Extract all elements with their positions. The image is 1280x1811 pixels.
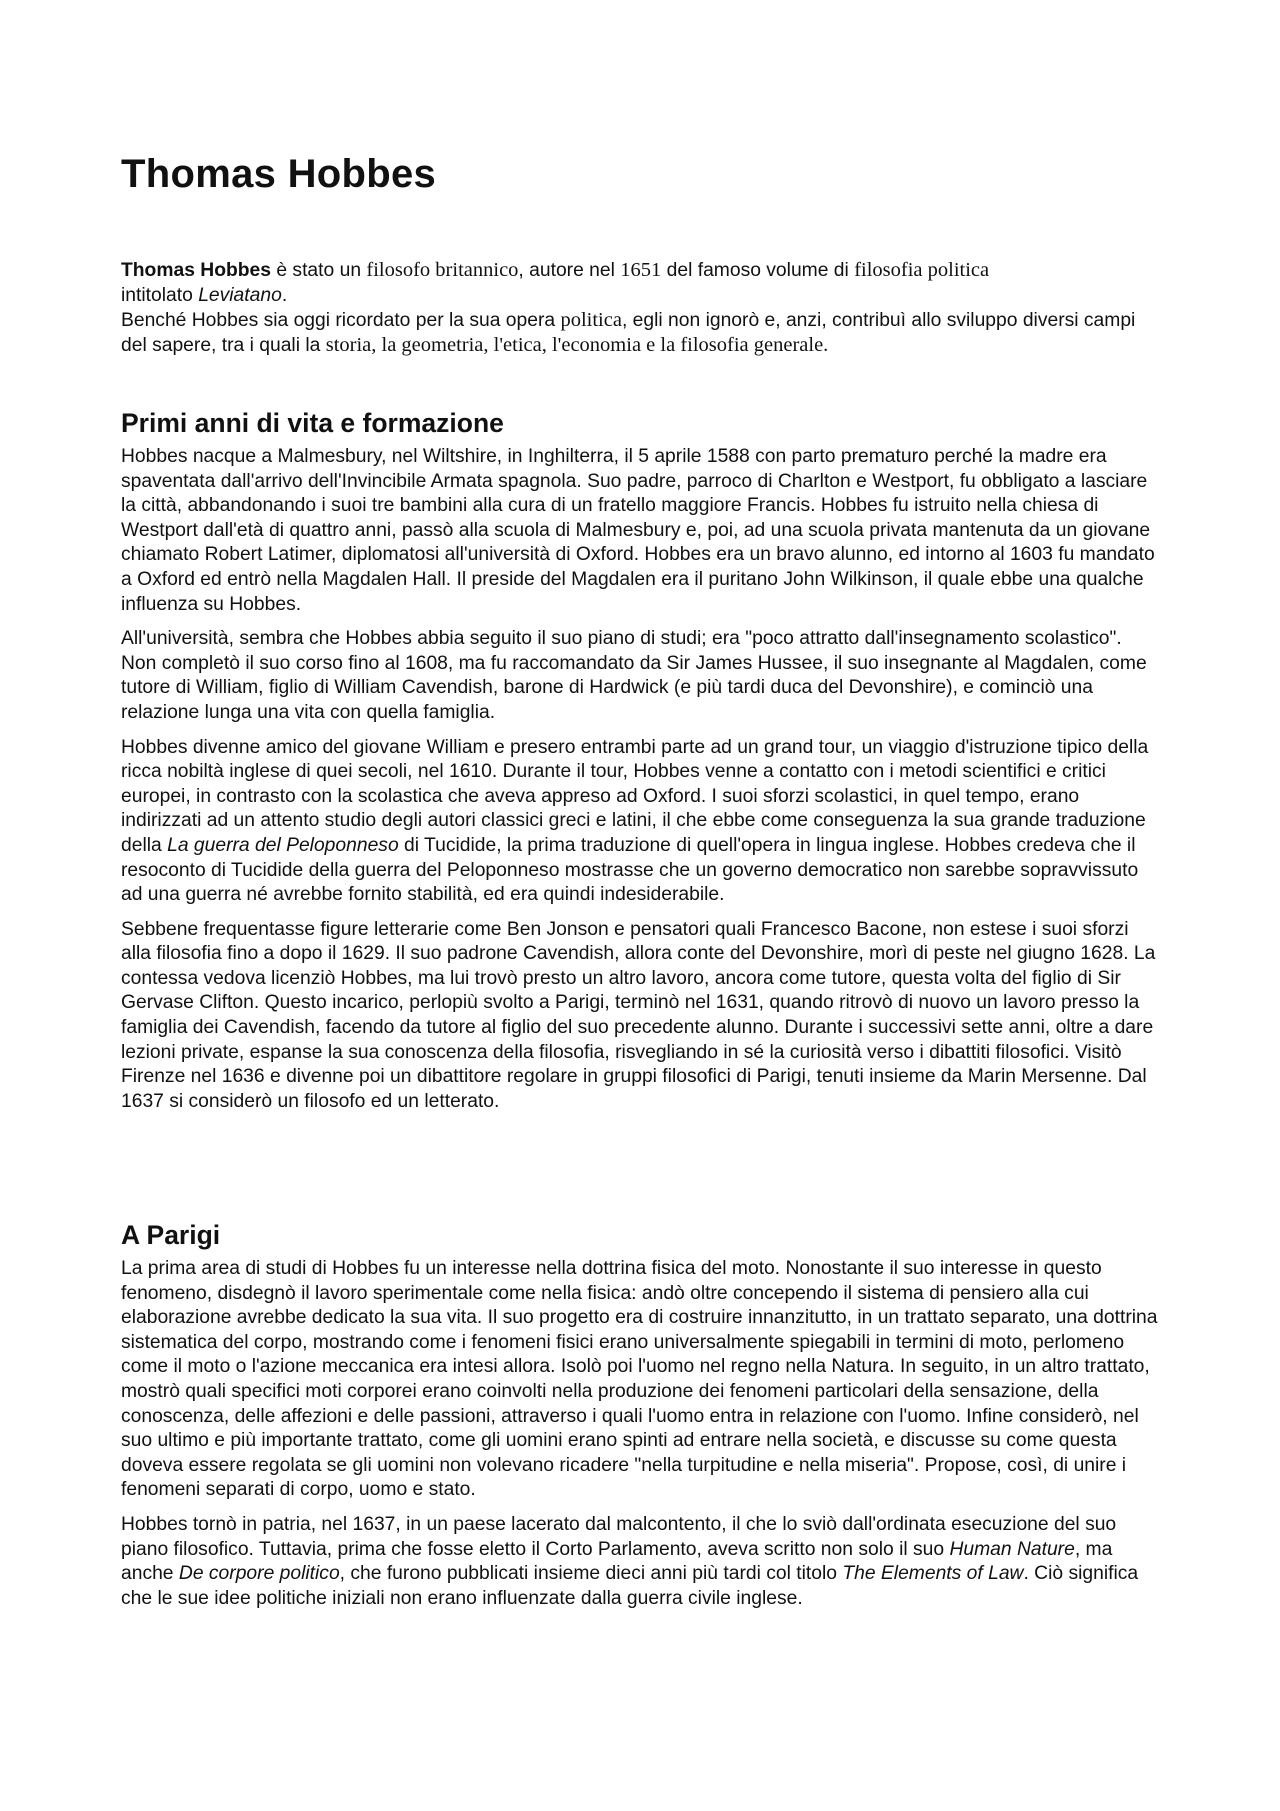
paragraph: Hobbes divenne amico del giovane William e presero entrambi parte ad un grand tour, un viaggio d'istruzione tipico della ricca nobiltà inglese di quei secoli, nel 1610. Durante il tour, Hobbes venne a contatto con i metodi scientifici e critici europei, in contrasto con la scolastica che aveva appreso ad Oxford. I suoi sforzi scolastici, in quel tempo, erano indirizzati ad un attento studio degli autori classici greci e latini, il che ebbe come conseguenza la sua grande traduzione della La guerra del Peloponneso di Tucidide, la prima traduzione di quell'opera in lingua inglese. Hobbes credeva che il resoconto di Tucidide della guerra del Peloponneso mostrasse che un governo democratico non sarebbe sopravvissuto ad una guerra né avrebbe fornito stabilità, ed era quindi indesiderabile. [121, 736, 1149, 906]
paragraph: Hobbes tornò in patria, nel 1637, in un paese lacerato dal malcontento, il che lo sviò dall'ordinata esecuzione del suo piano filosofico. Tuttavia, prima che fosse eletto il Corto Parlamento, aveva scritto non solo il suo Human Nature, ma anche De corpore politico, che furono pubblicati insieme dieci anni più tardi col titolo The Elements of Law. Ciò significa che le sue idee politiche iniziali non erano influenzate dalla guerra civile inglese. [121, 1513, 1139, 1609]
link-text[interactable]: filosofo britannico [366, 259, 519, 281]
paragraph: La prima area di studi di Hobbes fu un interesse nella dottrina fisica del moto. Nonostante il suo interesse in questo fenomeno, disdegnò il lavoro sperimentale come nella fisica: andò oltre concependo il sistema di pensiero alla cui elaborazione avrebbe dedicato la sua vita. Il suo progetto era di costruire innanzitutto, in un trattato separato, una dottrina sistematica del corpo, mostrando come i fenomeni fisici erano universalmente spiegabili in termini di moto, perlomeno come il moto o l'azione meccanica era intesi allora. Isolò poi l'uomo nel regno nella Natura. In seguito, in un altro trattato, mostrò quali specifici moti corporei erano coinvolti nella produzione dei fenomeni particolari della sensazione, della conoscenza, delle affezioni e delle passioni, attraverso i quali l'uomo entra in relazione con l'uomo. Infine considerò, nel suo ultimo e più importante trattato, come gli uomini erano spinti ad entrare nella società, e discusse su come questa doveva essere regolata se gli uomini non volevano ricadere "nella turpitudine e nella miseria". Propose, così, di unire i fenomeni separati di corpo, uomo e stato. [121, 1258, 1158, 1501]
book-title: Leviatano [198, 285, 282, 306]
intro-paragraph-1: Thomas Hobbes è stato un filosofo britannico, autore nel 1651 del famoso volume di filosofia politica intitolato Leviatano. [121, 259, 990, 306]
book-title: The Elements of Law [842, 1563, 1024, 1585]
section-early-life [121, 407, 1161, 1124]
section-heading: A Parigi [121, 1220, 221, 1250]
link-text[interactable]: 1651 [620, 259, 662, 281]
link-text[interactable]: politica [560, 309, 622, 331]
book-title: Human Nature [949, 1538, 1075, 1560]
paragraph: Sebbene frequentasse figure letterarie come Ben Jonson e pensatori quali Francesco Bacone, non estese i suoi sforzi alla filosofia fino a dopo il 1629. Il suo padrone Cavendish, allora conte del Devonshire, morì di peste nel giugno 1628. La contessa vedova licenziò Hobbes, ma lui trovò presto un altro lavoro, ancora come tutore, questa volta del figlio di Sir Gervase Clifton. Questo incarico, perlopiù svolto a Parigi, terminò nel 1631, quando ritrovò di nuovo un lavoro presso la famiglia dei Cavendish, facendo da tutore al figlio del suo precedente alunno. Durante i successivi sette anni, oltre a dare lezioni private, espanse la sua conoscenza della filosofia, risvegliando in sé la curiosità verso i dibattiti filosofici. Visitò Firenze nel 1636 e divenne poi un dibattitore regolare in gruppi filosofici di Parigi, tenuti insieme da Marin Mersenne. Dal 1637 si considerò un filosofo ed un letterato. [121, 918, 1156, 1112]
link-text[interactable]: storia, la geometria, l'etica, l'economia e la filosofia generale. [325, 334, 829, 356]
page-title: Thomas Hobbes [121, 152, 437, 196]
link-text[interactable]: filosofia politica [854, 259, 990, 281]
intro-paragraph-2: Benché Hobbes sia oggi ricordato per la sua opera politica, egli non ignorò e, anzi, contribuì allo sviluppo diversi campi del sapere, tra i quali la storia, la geometria, l'etica, l'economia e la filosofia generale. [121, 309, 1136, 356]
subject-name: Thomas Hobbes [121, 260, 271, 281]
book-title: De corpore politico [178, 1563, 340, 1585]
section-heading: Primi anni di vita e formazione [121, 408, 504, 438]
paragraph: Hobbes nacque a Malmesbury, nel Wiltshire, in Inghilterra, il 5 aprile 1588 con parto prematuro perché la madre era spaventata dall'arrivo dell'Invincibile Armata spagnola. Suo padre, parroco di Charlton e Westport, fu obbligato a lasciare la città, abbandonando i suoi tre bambini alla cura di un fratello maggiore Francis. Hobbes fu istruito nella chiesa di Westport dall'età di quattro anni, passò alla scuola di Malmesbury e, poi, ad una scuola privata mantenuta da un giovane chiamato Robert Latimer, diplomatosi all'università di Oxford. Hobbes era un bravo alunno, ed intorno al 1603 fu mandato a Oxford ed entrò nella Magdalen Hall. Il preside del Magdalen era il puritano John Wilkinson, il quale ebbe una qualche influenza su Hobbes. [121, 446, 1155, 615]
intro-block [121, 258, 1161, 358]
paragraph: All'università, sembra che Hobbes abbia seguito il suo piano di studi; era "poco attratto dall'insegnamento scolastico". Non completò il suo corso fino al 1608, ma fu raccomandato da Sir James Hussee, il suo insegnante al Magdalen, come tutore di William, figlio di William Cavendish, barone di Hardwick (e più tardi duca del Devonshire), e cominciò una relazione lunga una vita con quella famiglia. [121, 628, 1147, 723]
section-paris [121, 1219, 1161, 1621]
book-title: La guerra del Peloponneso [167, 834, 399, 856]
